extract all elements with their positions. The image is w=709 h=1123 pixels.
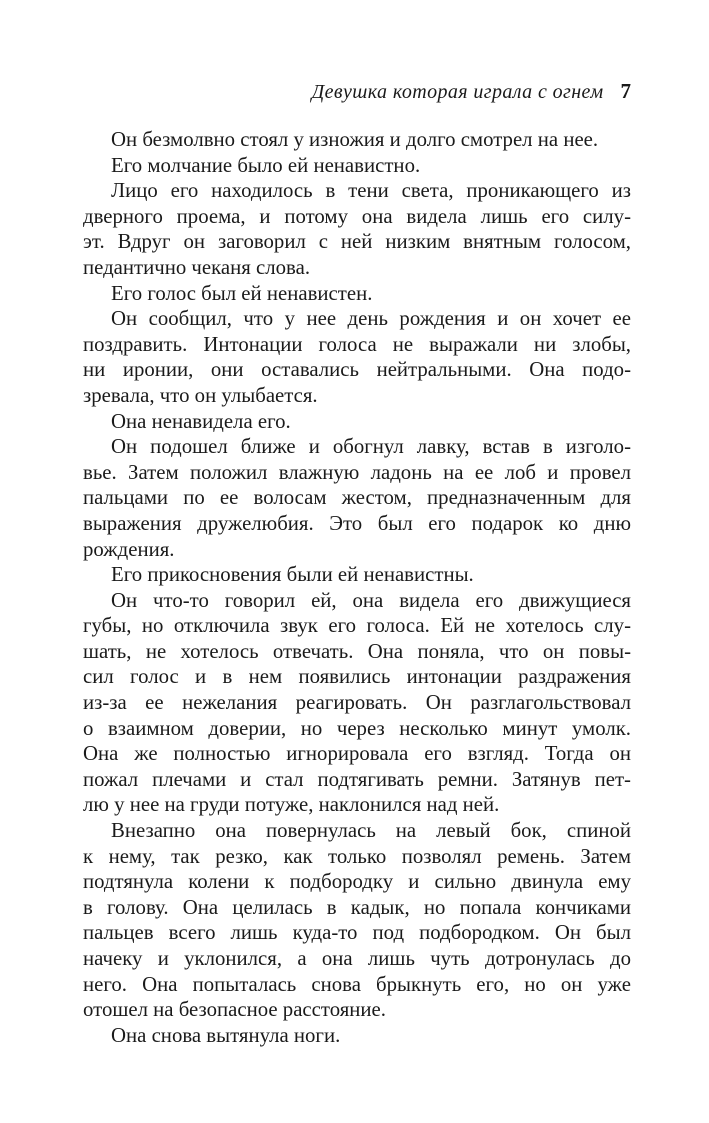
text-line: выражения дружелюбия. Это был его подарок ко дню: [83, 511, 631, 535]
text-line: Его голос был ей ненавистен.: [111, 281, 373, 305]
paragraph: [83, 409, 631, 435]
paragraph: [83, 434, 631, 562]
text-line: Она ненавидела его.: [111, 409, 291, 433]
text-line: о взаимном доверии, но через несколько минут умолк.: [83, 716, 631, 740]
text-line: Лицо его находилось в тени света, проникающего из: [111, 179, 631, 203]
text-line: педантично чеканя слова.: [83, 255, 311, 279]
text-line: ни иронии, они оставались нейтральными. Она подо-: [83, 358, 631, 382]
body-text: [83, 127, 631, 1048]
running-title: Девушка которая играла с огнем: [311, 81, 604, 103]
paragraph: [83, 281, 631, 307]
text-line: в голову. Она целилась в кадык, но попала кончиками: [83, 895, 631, 919]
paragraph: [83, 818, 631, 1023]
text-line: Он безмолвно стоял у изножия и долго смотрел на нее.: [111, 128, 599, 151]
text-line: Внезапно она повернулась на левый бок, спиной: [111, 819, 631, 843]
text-line: пальцев всего лишь куда-то под подбородком. Он был: [83, 921, 631, 945]
text-line: подтянула колени к подбородку и сильно двинула ему: [83, 870, 631, 894]
page-header: [83, 79, 631, 104]
text-line: шать, не хотелось отвечать. Она поняла, что он повы-: [83, 639, 631, 663]
page-number: 7: [620, 79, 631, 103]
paragraph: [83, 127, 631, 153]
text-line: из-за ее нежелания реагировать. Он разглагольствовал: [83, 691, 631, 715]
paragraph: [83, 306, 631, 408]
paragraph: [83, 562, 631, 588]
text-line: поздравить. Интонации голоса не выражали ни злобы,: [83, 332, 631, 356]
text-line: сил голос и в нем появились интонации раздражения: [83, 665, 631, 689]
text-line: Он что-то говорил ей, она видела его движущиеся: [111, 588, 631, 612]
text-line: пальцами по ее волосам жестом, предназначенным для: [83, 486, 631, 510]
text-line: пожал плечами и стал подтягивать ремни. Затянув пет-: [83, 767, 631, 791]
text-line: Она снова вытянула ноги.: [111, 1023, 341, 1047]
text-line: вье. Затем положил влажную ладонь на ее лоб и провел: [83, 460, 631, 484]
text-line: Она же полностью игнорировала его взгляд. Тогда он: [83, 742, 631, 766]
text-line: губы, но отключила звук его голоса. Ей не хотелось слу-: [83, 614, 631, 638]
text-line: него. Она попыталась снова брыкнуть его, но он уже: [83, 972, 631, 996]
text-line: отошел на безопасное расстояние.: [83, 998, 386, 1022]
text-line: дверного проема, и потому она видела лишь его силу-: [83, 204, 631, 228]
text-line: зревала, что он улыбается.: [83, 383, 318, 407]
paragraph: [83, 153, 631, 179]
text-line: рождения.: [83, 537, 175, 561]
text-line: лю у нее на груди потуже, наклонился над ней.: [83, 793, 500, 817]
text-line: Его прикосновения были ей ненавистны.: [111, 563, 474, 587]
text-line: Он сообщил, что у нее день рождения и он хочет ее: [111, 307, 631, 331]
paragraph: [83, 1023, 631, 1049]
paragraph: [83, 588, 631, 818]
text-line: к нему, так резко, как только позволял ремень. Затем: [83, 844, 631, 868]
text-line: Он подошел ближе и обогнул лавку, встав в изголо-: [111, 435, 631, 459]
text-line: начеку и уклонился, а она лишь чуть дотронулась до: [83, 947, 631, 970]
text-line: эт. Вдруг он заговорил с ней низким внятным голосом,: [83, 230, 631, 254]
text-line: Его молчание было ей ненавистно.: [111, 153, 421, 177]
paragraph: [83, 178, 631, 280]
